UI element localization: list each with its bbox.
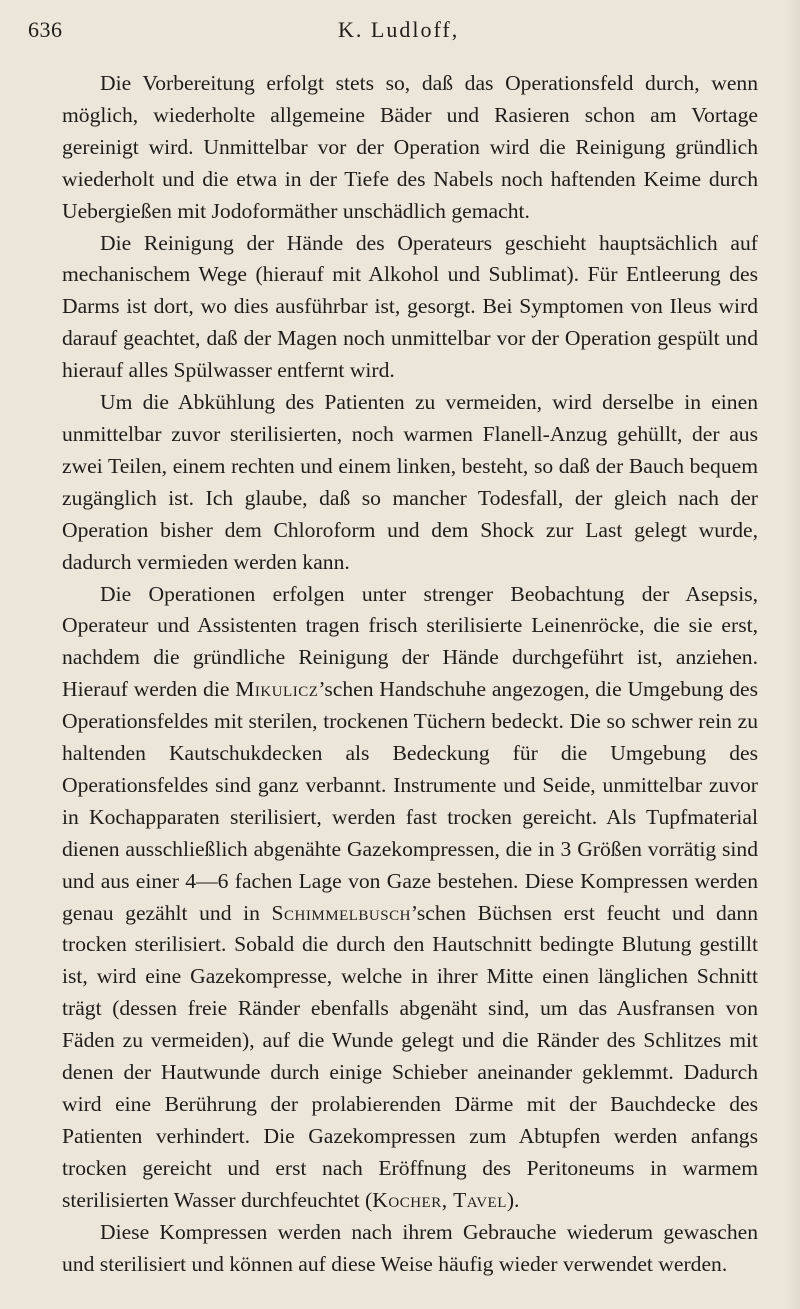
paragraph-reuse: Diese Kompressen werden nach ihrem Gebrauche wiederum gewaschen und sterilisiert und können auf diese Weise häufig wieder verwendet werden. [62,1219,758,1276]
paragraph-cooling: Um die Abkühlung des Patienten zu vermeiden, wird derselbe in einen unmittelbar zuvor sterilisierten, noch warmen Flanell-Anzug gehüllt, der aus zwei Teilen, einem rechten und einem linken, besteht, so daß der Bauch bequem zugänglich ist. Ich glaube, daß so mancher Todesfall, der gleich nach der Operation bisher dem Chloroform und dem Shock zur Last gelegt wurde, dadurch vermieden werden kann. [62,390,758,574]
paragraph-hand-cleaning: Die Reinigung der Hände des Operateurs geschieht hauptsächlich auf mechanischem Wege (hierauf mit Alkohol und Sublimat). Für Entleerung des Darms ist dort, wo dies ausführbar ist, gesorgt. Bei Symptomen von Ileus wird darauf geachtet, daß der Magen noch unmittelbar vor der Operation gespült und hierauf alles Spülwasser entfernt wird. [62,230,758,383]
author-name-schimmelbusch: Schimmelbusch [271,900,411,925]
page-number: 636 [28,17,63,42]
paragraph-asepsis-part-b: ’schen Handschuhe angezogen, die Umgebung des Operationsfeldes mit sterilen, trockenen Tüchern bedeckt. Die so schwer rein zu haltenden Kautschukdecken als Bedeckung für die Umgebung des Operationsfeldes sind ganz verbannt. Instrumente und Seide, unmittelbar zuvor in Kochapparaten sterilisiert, werden fast trocken gereicht. Als Tupfmaterial dienen ausschließlich abgenähte Gazekompressen, die in 3 Größen vorrätig sind und aus einer 4—6 fachen Lage von Gaze bestehen. Diese Kompressen werden genau gezählt und in [62,677,758,925]
body-text [62,68,758,1280]
page-header [28,17,760,47]
paragraph-asepsis-part-d: ). [506,1187,520,1212]
paragraph-asepsis [62,579,758,1217]
author-names-kocher-tavel: Kocher, Tavel [372,1187,507,1212]
paragraph-preparation: Die Vorbereitung erfolgt stets so, daß das Operationsfeld durch, wenn möglich, wiederholte allgemeine Bäder und Rasieren schon am Vortage gereinigt wird. Unmittelbar vor der Operation wird die Reinigung gründlich wiederholt und die etwa in der Tiefe des Nabels noch haftenden Keime durch Uebergießen mit Jodoformäther unschädlich gemacht. [62,71,758,223]
paragraph-asepsis-part-c: ’schen Büchsen erst feucht und dann trocken sterilisiert. Sobald die durch den Hautschnitt bedingte Blutung gestillt ist, wird eine Gazekompresse, welche in ihrer Mitte einen länglichen Schnitt trägt (dessen freie Ränder ebenfalls abgenäht sind, um das Ausfransen von Fäden zu vermeiden), auf die Wunde gelegt und die Ränder des Schlitzes mit denen der Hautwunde durch einige Schieber aneinander geklemmt. Dadurch wird eine Berührung der prolabierenden Därme mit der Bauchdecke des Patienten verhindert. Die Gazekompressen zum Abtupfen werden anfangs trocken gereicht und erst nach Eröffnung des Peritoneums in warmem sterilisierten Wasser durchfeuchtet ( [62,900,758,1212]
paragraph-asepsis-part-a: Die Operationen erfolgen unter strenger Beobachtung der Asepsis, Operateur und Assistenten tragen frisch sterilisierte Leinenröcke, die sie erst, nachdem die gründliche Reinigung der Hände durchgeführt ist, anziehen. Hierauf werden die [62,581,758,702]
running-head: K. Ludloff, [338,17,460,42]
author-name-mikulicz: Mikulicz [235,677,319,702]
